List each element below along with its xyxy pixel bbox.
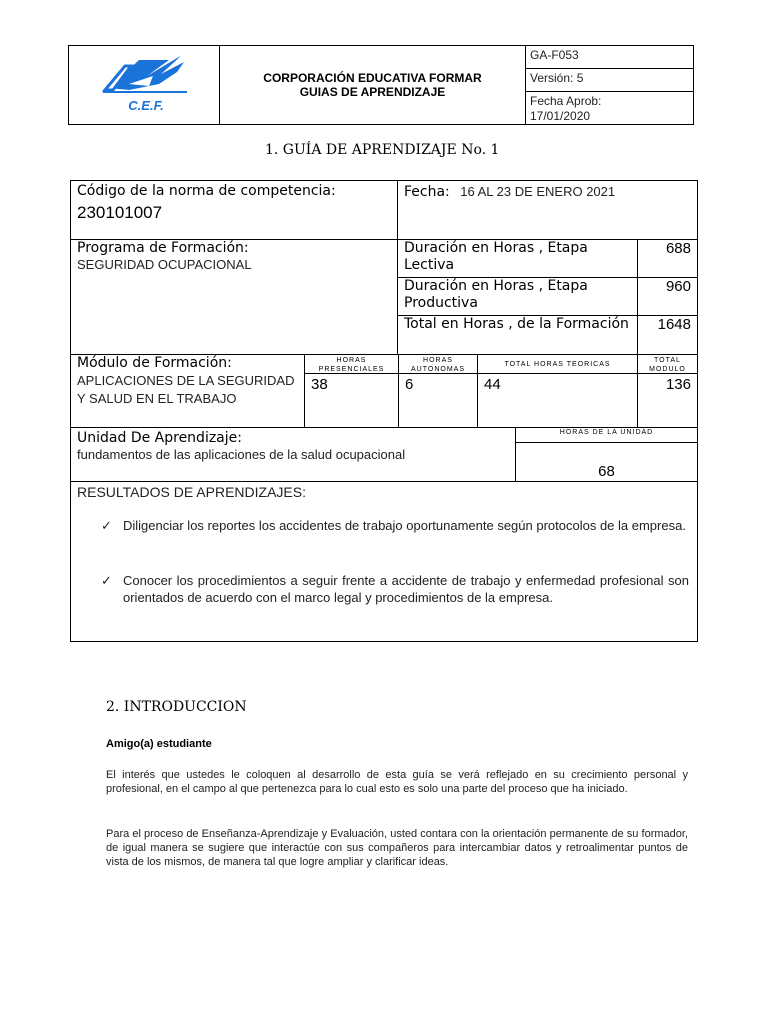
program-cell <box>70 239 398 355</box>
results-cell <box>70 481 698 642</box>
hdr-autonomas: HORAS AUTONOMAS <box>411 357 465 373</box>
doc-version: Versión: 5 <box>526 69 693 92</box>
result-item-1 <box>101 517 689 534</box>
val-teoricas-cell <box>477 373 638 428</box>
logo-text: C.E.F. <box>128 98 164 113</box>
hdr-teoricas: TOTAL HORAS TEORICAS <box>504 361 611 368</box>
lective-label-cell <box>397 239 638 278</box>
results-label: RESULTADOS DE APRENDIZAJES: <box>77 484 306 500</box>
hdr-teoricas-cell <box>477 354 638 374</box>
header-meta <box>526 46 693 124</box>
date-value: 16 AL 23 DE ENERO 2021 <box>460 184 616 199</box>
val-modulo-cell <box>637 373 698 428</box>
check-icon: ✓ <box>101 573 112 588</box>
unit-label: Unidad De Aprendizaje: <box>77 430 242 446</box>
logo <box>69 46 220 124</box>
hdr-presenciales-cell <box>304 354 399 374</box>
module-cell <box>70 354 305 428</box>
val-presenciales-cell <box>304 373 399 428</box>
doc-code: GA-F053 <box>526 46 693 69</box>
hdr-autonomas-cell <box>398 354 478 374</box>
val-presenciales: 38 <box>311 376 328 393</box>
code-cell <box>70 180 398 240</box>
productive-value-cell <box>637 277 698 316</box>
lective-value-cell <box>637 239 698 278</box>
module-label: Módulo de Formación: <box>77 355 232 371</box>
code-value: 230101007 <box>77 203 163 222</box>
total-value-cell <box>637 315 698 355</box>
intro-paragraph-2: Para el proceso de Enseñanza-Aprendizaje y Evaluación, usted contara con la orientación permanente de su formador, de igual manera se sugiere que interactúe con sus compañeros para intercambiar datos y retroalimentar puntos de vista de los mismos, de manera tal que logre ampliar y clarificar ideas. <box>106 828 688 868</box>
date-cell <box>397 180 698 240</box>
doc-type: GUIAS DE APRENDIZAJE <box>299 85 446 99</box>
hdr-modulo-cell <box>637 354 698 374</box>
lective-value: 688 <box>665 240 691 257</box>
intro-greeting: Amigo(a) estudiante <box>106 738 212 750</box>
val-autonomas-cell <box>398 373 478 428</box>
intro-paragraph-1: El interés que ustedes le coloquen al desarrollo de esta guía se verá reflejado en su crecimiento personal y profesional, en el campo al que pertenezca para lo cual esto es solo una parte del proceso que ha iniciado. <box>106 769 688 795</box>
approval-date: 17/01/2020 <box>530 109 591 123</box>
intro-heading: 2. INTRODUCCION <box>106 699 247 715</box>
val-autonomas: 6 <box>405 376 414 393</box>
unit-hours-label: HORAS DE LA UNIDAD <box>559 429 654 436</box>
productive-label-cell <box>397 277 638 316</box>
unit-hours-value: 68 <box>598 463 615 480</box>
result-item-2 <box>101 572 689 606</box>
program-label: Programa de Formación: <box>77 240 249 256</box>
hdr-modulo: TOTAL MODULO <box>649 357 686 373</box>
total-value: 1648 <box>657 316 691 333</box>
document-header <box>68 45 694 125</box>
program-value: SEGURIDAD OCUPACIONAL <box>77 257 252 272</box>
header-title-block <box>220 46 526 124</box>
productive-label: Duración en Horas , Etapa Productiva <box>404 278 588 311</box>
approval-label: Fecha Aprob: <box>530 94 602 108</box>
result-text-1: Diligenciar los reportes los accidentes de trabajo oportunamente según protocolos de la empresa. <box>123 518 686 533</box>
unit-hours-label-cell <box>515 427 698 443</box>
module-value: APLICACIONES DE LA SEGURIDAD Y SALUD EN EL TRABAJO <box>77 373 295 406</box>
org-name: CORPORACIÓN EDUCATIVA FORMAR <box>263 71 482 85</box>
val-modulo: 136 <box>665 376 691 393</box>
productive-value: 960 <box>665 278 691 295</box>
date-label: Fecha: <box>404 184 450 200</box>
unit-value: fundamentos de las aplicaciones de la salud ocupacional <box>77 447 406 462</box>
total-label: Total en Horas , de la Formación <box>404 316 629 332</box>
guide-title: 1. GUÍA DE APRENDIZAJE No. 1 <box>265 142 500 158</box>
unit-cell <box>70 427 516 482</box>
approval-block <box>526 92 693 126</box>
result-text-2: Conocer los procedimientos a seguir frente a accidente de trabajo y enfermedad profesional son orientados de acuerdo con el marco legal y procedimientos de la empresa. <box>123 573 689 605</box>
check-icon: ✓ <box>101 518 112 533</box>
val-teoricas: 44 <box>484 376 501 393</box>
hdr-presenciales: HORAS PRESENCIALES <box>318 357 385 373</box>
total-label-cell <box>397 315 638 355</box>
code-label: Código de la norma de competencia: <box>77 183 336 199</box>
unit-hours-value-cell <box>515 442 698 482</box>
lective-label: Duración en Horas , Etapa Lectiva <box>404 240 588 273</box>
